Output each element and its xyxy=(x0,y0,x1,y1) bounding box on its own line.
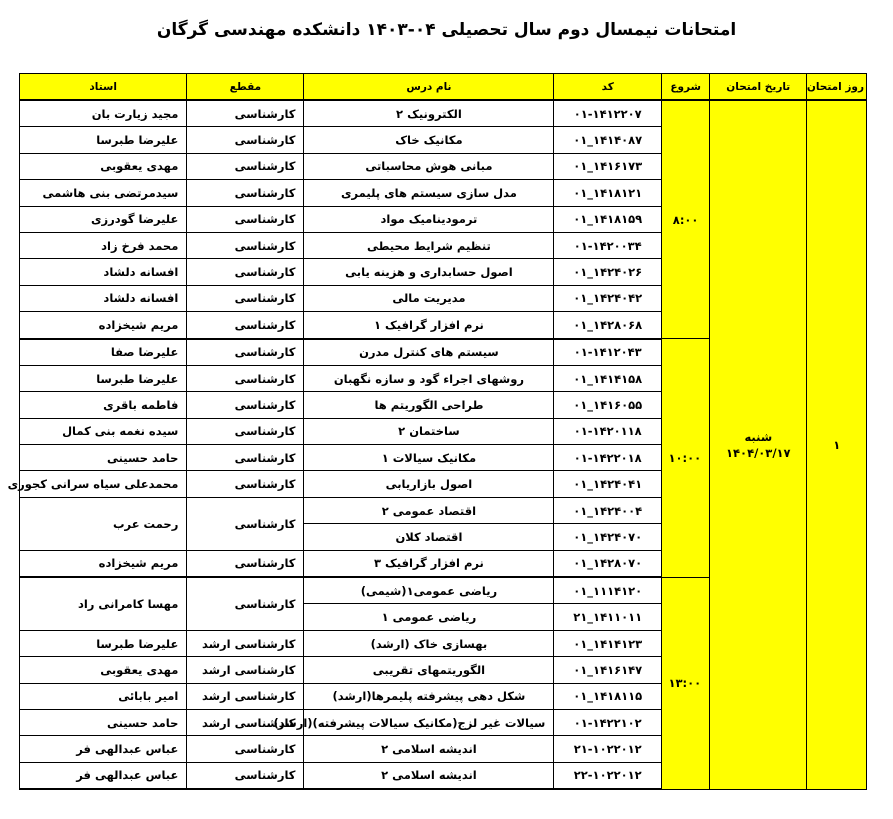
course-code: ۰۱_۱۴۱۴۱۵۸ xyxy=(554,365,662,391)
course-code: ۰۱_۱۴۲۸۰۷۰ xyxy=(554,550,662,577)
header-day: روز امتحان xyxy=(807,74,867,101)
exam-schedule-table xyxy=(7,73,867,790)
teacher-name: حامد حسینی xyxy=(20,709,187,735)
course-name: بهسازی خاک (ارشد) xyxy=(304,630,554,656)
course-code: ۰۱_۱۴۱۴۱۲۳ xyxy=(554,630,662,656)
course-code: ۰۱_۱۱۱۴۱۲۰ xyxy=(554,577,662,604)
course-name: نرم افزار گرافیک ۱ xyxy=(304,312,554,339)
course-level: کارشناسی xyxy=(187,285,304,311)
start-time: ۱۰:۰۰ xyxy=(662,339,710,578)
teacher-name: علیرضا طبرسا xyxy=(20,365,187,391)
exam-day-number: ۱ xyxy=(807,100,867,789)
course-level: کارشناسی xyxy=(187,392,304,418)
course-name: مبانی هوش محاسباتی xyxy=(304,153,554,179)
course-level: کارشناسی xyxy=(187,497,304,550)
teacher-name: سیدمرتضی بنی هاشمی xyxy=(20,180,187,206)
course-code: ۰۱_۱۴۱۶۱۷۳ xyxy=(554,153,662,179)
course-level: کارشناسی xyxy=(187,550,304,577)
course-code: ۰۱_۱۴۲۴۰۴۲ xyxy=(554,285,662,311)
teacher-name: فاطمه باقری xyxy=(20,392,187,418)
course-level: کارشناسی xyxy=(187,312,304,339)
teacher-name: علیرضا طبرسا xyxy=(20,127,187,153)
course-code: ۰۱_۱۴۲۴۰۰۴ xyxy=(554,497,662,523)
teacher-name: مهدی یعقوبی xyxy=(20,153,187,179)
header-teacher: استاد xyxy=(20,74,187,101)
course-level: کارشناسی xyxy=(187,762,304,789)
teacher-name: حامد حسینی xyxy=(20,445,187,471)
table-row xyxy=(20,100,867,127)
course-name: ریاضی عمومی۱(شیمی) xyxy=(304,577,554,604)
header-level: مقطع xyxy=(187,74,304,101)
course-code: ۰۱_۱۴۱۸۱۵۹ xyxy=(554,206,662,232)
header-course: نام درس xyxy=(304,74,554,101)
course-name: الگوریتمهای تقریبی xyxy=(304,657,554,683)
course-code: ۲۱_۱۴۱۱۰۱۱ xyxy=(554,604,662,630)
course-level: کارشناسی ارشد xyxy=(187,657,304,683)
course-code: ۰۱-۱۴۲۲۱۰۲ xyxy=(554,709,662,735)
teacher-name: عباس عبدالهی فر xyxy=(20,762,187,789)
exam-date-cell xyxy=(710,100,807,789)
course-name: مدیریت مالی xyxy=(304,285,554,311)
course-level: کارشناسی ارشد xyxy=(187,683,304,709)
course-level: کارشناسی xyxy=(187,180,304,206)
course-level: کارشناسی xyxy=(187,418,304,444)
course-level: کارشناسی xyxy=(187,365,304,391)
course-code: ۰۱_۱۴۱۸۱۲۱ xyxy=(554,180,662,206)
start-time: ۸:۰۰ xyxy=(662,100,710,339)
course-level: کارشناسی ارشد xyxy=(187,709,304,735)
course-name: تنظیم شرایط محیطی xyxy=(304,232,554,258)
course-code: ۰۱_۱۴۱۸۱۱۵ xyxy=(554,683,662,709)
course-name: سیالات غیر لزج(مکانیک سیالات پیشرفته)(ارشد) xyxy=(304,709,554,735)
teacher-name: مریم شیخزاده xyxy=(20,550,187,577)
course-name: طراحی الگوریتم ها xyxy=(304,392,554,418)
teacher-name: رحمت عرب xyxy=(20,497,187,550)
course-name: اصول حسابداری و هزینه یابی xyxy=(304,259,554,285)
course-level: کارشناسی xyxy=(187,206,304,232)
course-name: مدل سازی سیستم های پلیمری xyxy=(304,180,554,206)
course-code: ۰۱_۱۴۱۶۰۵۵ xyxy=(554,392,662,418)
course-name: سیستم های کنترل مدرن xyxy=(304,339,554,366)
course-level: کارشناسی xyxy=(187,471,304,497)
page-title: امتحانات نیمسال دوم سال تحصیلی ۰۴-۱۴۰۳ دانشکده مهندسی گرگان xyxy=(156,20,737,40)
course-level: کارشناسی xyxy=(187,577,304,630)
course-code: ۰۱-۱۴۲۲۰۱۸ xyxy=(554,445,662,471)
teacher-name: عباس عبدالهی فر xyxy=(20,736,187,762)
course-name: اقتصاد عمومی ۲ xyxy=(304,497,554,523)
teacher-name: افسانه دلشاد xyxy=(20,259,187,285)
course-code: ۰۱_۱۴۱۶۱۴۷ xyxy=(554,657,662,683)
course-code: ۰۱_۱۴۱۴۰۸۷ xyxy=(554,127,662,153)
course-code: ۲۱-۱۰۲۲۰۱۲ xyxy=(554,736,662,762)
teacher-name: مهسا کامرانی راد xyxy=(20,577,187,630)
teacher-name: امیر بابائی xyxy=(20,683,187,709)
header-date: تاریخ امتحان xyxy=(710,74,807,101)
teacher-name: سیده نغمه بنی کمال xyxy=(20,418,187,444)
teacher-name: محمد فرخ زاد xyxy=(20,232,187,258)
course-name: الکترونیک ۲ xyxy=(304,100,554,127)
course-name: اصول بازاریابی xyxy=(304,471,554,497)
course-code: ۰۱-۱۴۱۲۰۴۳ xyxy=(554,339,662,366)
course-level: کارشناسی xyxy=(187,153,304,179)
table-header-row xyxy=(20,74,867,101)
teacher-name: محمدعلی سیاه سرانی کجوری xyxy=(20,471,187,497)
course-level: کارشناسی xyxy=(187,259,304,285)
course-level: کارشناسی xyxy=(187,339,304,366)
course-name: اندیشه اسلامی ۲ xyxy=(304,762,554,789)
course-name: ترمودینامیک مواد xyxy=(304,206,554,232)
teacher-name: علیرضا طبرسا xyxy=(20,630,187,656)
course-code: ۰۱_۱۴۲۸۰۶۸ xyxy=(554,312,662,339)
course-name: اقتصاد کلان xyxy=(304,524,554,550)
course-code: ۰۱_۱۴۲۴۰۲۶ xyxy=(554,259,662,285)
teacher-name: مریم شیخزاده xyxy=(20,312,187,339)
course-code: ۰۱_۱۴۲۴۰۴۱ xyxy=(554,471,662,497)
header-start: شروع xyxy=(662,74,710,101)
teacher-name: مهدی یعقوبی xyxy=(20,657,187,683)
course-name: اندیشه اسلامی ۲ xyxy=(304,736,554,762)
course-name: مکانیک خاک xyxy=(304,127,554,153)
course-name: روشهای اجراء گود و سازه نگهبان xyxy=(304,365,554,391)
course-level: کارشناسی xyxy=(187,232,304,258)
course-code: ۰۱-۱۴۱۲۲۰۷ xyxy=(554,100,662,127)
course-name: شکل دهی پیشرفته پلیمرها(ارشد) xyxy=(304,683,554,709)
course-level: کارشناسی xyxy=(187,445,304,471)
course-name: نرم افزار گرافیک ۳ xyxy=(304,550,554,577)
teacher-name: علیرضا صفا xyxy=(20,339,187,366)
course-code: ۲۲-۱۰۲۲۰۱۲ xyxy=(554,762,662,789)
course-code: ۰۱_۱۴۲۴۰۷۰ xyxy=(554,524,662,550)
course-level: کارشناسی ارشد xyxy=(187,630,304,656)
teacher-name: مجید زیارت بان xyxy=(20,100,187,127)
course-name: مکانیک سیالات ۱ xyxy=(304,445,554,471)
start-time: ۱۳:۰۰ xyxy=(662,577,710,789)
table-body xyxy=(7,100,867,789)
course-level: کارشناسی xyxy=(187,127,304,153)
exam-weekday: شنبه xyxy=(744,429,773,444)
header-code: کد xyxy=(554,74,662,101)
course-name: ریاضی عمومی ۱ xyxy=(304,604,554,630)
teacher-name: علیرضا گودرزی xyxy=(20,206,187,232)
course-level: کارشناسی xyxy=(187,100,304,127)
exam-date: ۱۴۰۴/۰۳/۱۷ xyxy=(726,445,791,460)
course-code: ۰۱-۱۴۲۰۰۳۴ xyxy=(554,232,662,258)
course-code: ۰۱-۱۴۲۰۱۱۸ xyxy=(554,418,662,444)
course-level: کارشناسی xyxy=(187,736,304,762)
teacher-name: افسانه دلشاد xyxy=(20,285,187,311)
course-name: ساختمان ۲ xyxy=(304,418,554,444)
